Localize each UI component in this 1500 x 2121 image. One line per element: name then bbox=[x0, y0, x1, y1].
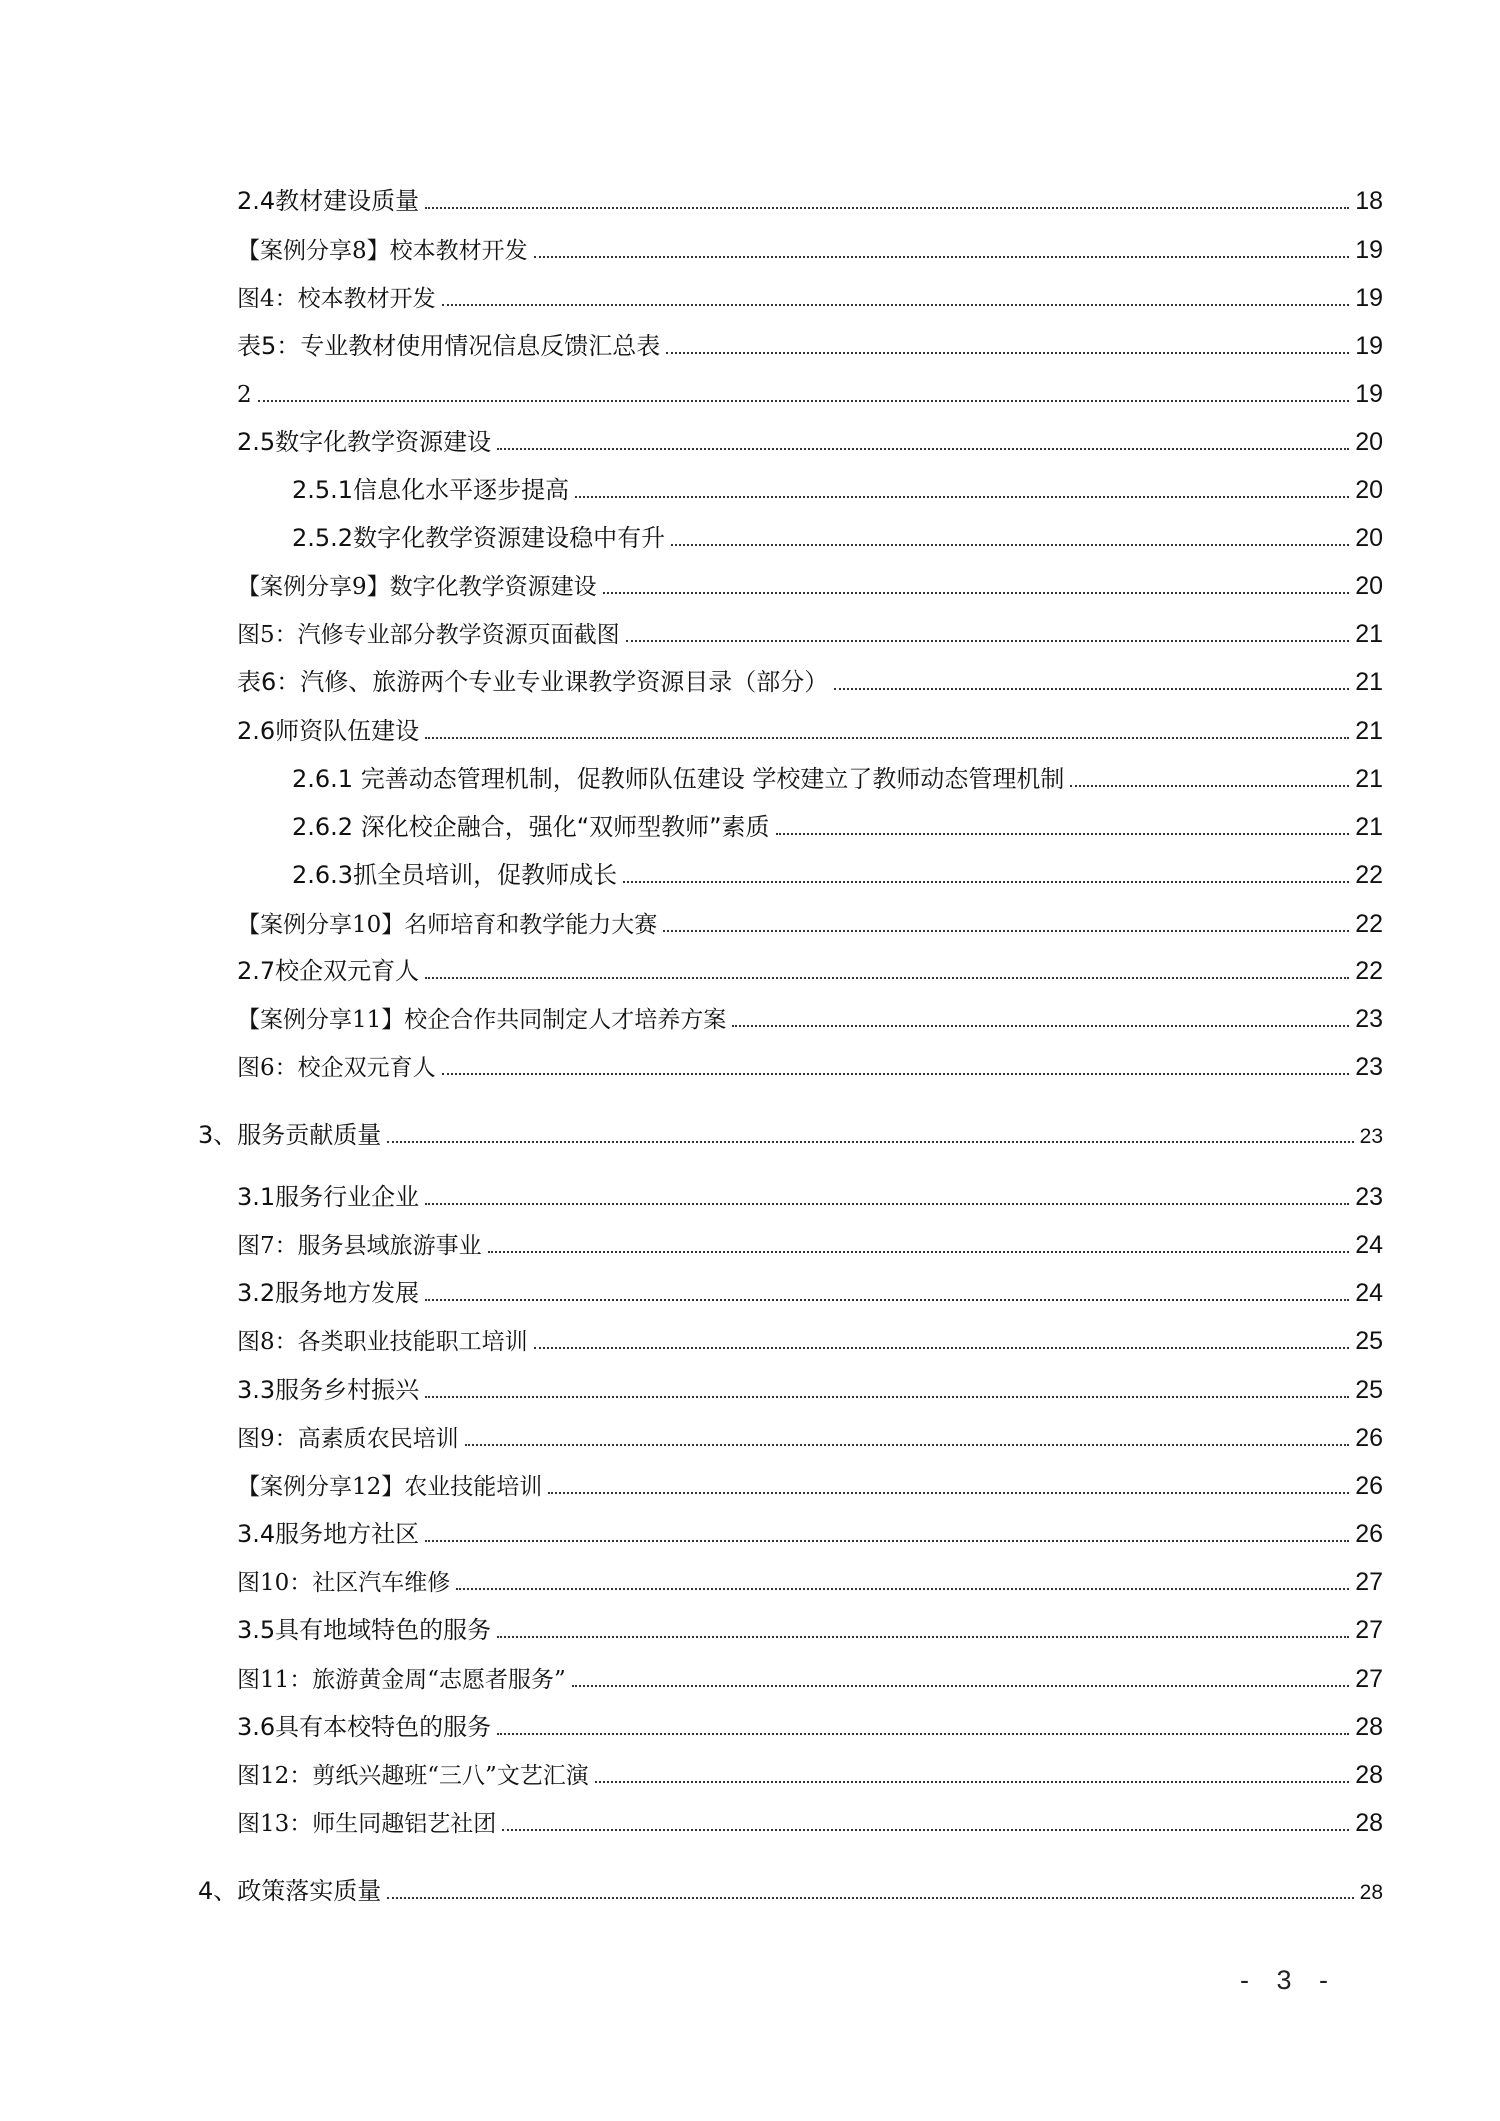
toc-entry[interactable] bbox=[237, 566, 1383, 606]
toc-entry-page: 21 bbox=[1355, 765, 1383, 793]
toc-entry-page: 28 bbox=[1359, 1881, 1383, 1904]
toc-entry-page: 22 bbox=[1355, 861, 1383, 889]
toc-entry-title: 【案例分享11】校企合作共同制定人才培养方案 bbox=[237, 1007, 727, 1033]
toc-entry[interactable] bbox=[237, 1177, 1383, 1217]
dot-leader bbox=[425, 976, 1349, 979]
toc-entry[interactable] bbox=[237, 1370, 1383, 1410]
toc-entry[interactable] bbox=[237, 1755, 1383, 1795]
dot-leader bbox=[603, 591, 1350, 594]
toc-entry-page: 23 bbox=[1355, 1005, 1383, 1033]
toc-entry-page: 20 bbox=[1355, 428, 1383, 456]
toc-entry[interactable] bbox=[237, 1803, 1383, 1843]
toc-entry-page: 21 bbox=[1355, 717, 1383, 745]
toc-entry-page: 24 bbox=[1355, 1231, 1383, 1259]
page-number: - 3 - bbox=[1240, 1965, 1339, 1995]
toc-entry[interactable] bbox=[237, 1514, 1383, 1554]
dot-leader bbox=[497, 1732, 1349, 1735]
toc-entry[interactable] bbox=[198, 1871, 1383, 1911]
dot-leader bbox=[663, 929, 1349, 932]
toc-entry[interactable] bbox=[237, 1321, 1383, 1361]
toc-entry-page: 20 bbox=[1355, 572, 1383, 600]
toc-entry-page: 18 bbox=[1355, 187, 1383, 215]
dot-leader bbox=[595, 1780, 1349, 1783]
toc-entry-page: 21 bbox=[1355, 813, 1383, 841]
toc-entry-title: 3.3服务乡村振兴 bbox=[237, 1376, 420, 1404]
toc-entry-title: 2.6.3抓全员培训，促教师成长 bbox=[292, 861, 618, 889]
toc-entry[interactable] bbox=[237, 1047, 1383, 1087]
toc-entry[interactable] bbox=[237, 422, 1383, 462]
toc-entry[interactable] bbox=[237, 711, 1383, 751]
toc-entry[interactable] bbox=[237, 1225, 1383, 1265]
toc-entry-title: 2.6.1 完善动态管理机制，促教师队伍建设 学校建立了教师动态管理机制 bbox=[292, 765, 1065, 793]
toc-entry[interactable] bbox=[237, 1466, 1383, 1506]
toc-entry-page: 26 bbox=[1355, 1520, 1383, 1548]
toc-entry-page: 28 bbox=[1355, 1761, 1383, 1789]
toc-entry-title: 3.1服务行业企业 bbox=[237, 1183, 420, 1211]
toc-entry[interactable] bbox=[292, 518, 1383, 558]
toc-entry-title: 【案例分享9】数字化教学资源建设 bbox=[237, 574, 597, 600]
dot-leader bbox=[488, 1250, 1350, 1253]
toc-entry[interactable] bbox=[237, 614, 1383, 654]
toc-entry[interactable] bbox=[198, 1115, 1383, 1155]
toc-entry-page: 25 bbox=[1355, 1327, 1383, 1355]
toc-entry-page: 22 bbox=[1355, 957, 1383, 985]
toc-entry[interactable] bbox=[237, 1659, 1383, 1699]
toc-entry-title: 2.6师资队伍建设 bbox=[237, 717, 420, 745]
dot-leader bbox=[671, 543, 1349, 546]
dot-leader bbox=[502, 1828, 1349, 1831]
toc-entry-page: 26 bbox=[1355, 1472, 1383, 1500]
toc-entry-page: 27 bbox=[1355, 1568, 1383, 1596]
toc-entry-page: 25 bbox=[1355, 1376, 1383, 1404]
dot-leader bbox=[425, 1539, 1349, 1542]
toc-entry-title: 表5：专业教材使用情况信息反馈汇总表 bbox=[237, 332, 661, 360]
toc-entry[interactable] bbox=[292, 807, 1383, 847]
dot-leader bbox=[497, 1635, 1349, 1638]
dot-leader bbox=[425, 206, 1349, 209]
toc-entry-title: 3.4服务地方社区 bbox=[237, 1520, 420, 1548]
toc-entry-page: 20 bbox=[1355, 476, 1383, 504]
dot-leader bbox=[534, 255, 1350, 258]
toc-entry[interactable] bbox=[292, 470, 1383, 510]
toc-entry-title: 2.6.2 深化校企融合，强化“双师型教师”素质 bbox=[292, 813, 770, 841]
toc-entry[interactable] bbox=[237, 999, 1383, 1039]
dot-leader bbox=[834, 687, 1349, 690]
toc-entry[interactable] bbox=[237, 1610, 1383, 1650]
toc-entry-page: 23 bbox=[1355, 1053, 1383, 1081]
toc-entry-page: 19 bbox=[1355, 236, 1383, 264]
toc-entry-title: 图11：旅游黄金周“志愿者服务” bbox=[237, 1667, 566, 1693]
toc-entry-page: 21 bbox=[1355, 668, 1383, 696]
toc-entry-title: 图7：服务县域旅游事业 bbox=[237, 1233, 482, 1259]
toc-entry[interactable] bbox=[237, 662, 1383, 702]
dot-leader bbox=[442, 1072, 1350, 1075]
toc-entry-page: 27 bbox=[1355, 1616, 1383, 1644]
dot-leader bbox=[258, 399, 1350, 402]
toc-entry[interactable] bbox=[292, 759, 1383, 799]
toc-entry[interactable] bbox=[292, 855, 1383, 895]
toc-entry-title: 2.5数字化教学资源建设 bbox=[237, 428, 492, 456]
toc-entry-title: 3.6具有本校特色的服务 bbox=[237, 1713, 492, 1741]
dot-leader bbox=[666, 351, 1349, 354]
toc-entry-title: 4、政策落实质量 bbox=[198, 1877, 382, 1905]
toc-entry-title: 2 bbox=[237, 382, 252, 408]
dot-leader bbox=[425, 1298, 1349, 1301]
toc-entry-title: 【案例分享12】农业技能培训 bbox=[237, 1474, 543, 1500]
toc-entry-page: 19 bbox=[1355, 380, 1383, 408]
toc-entry[interactable] bbox=[237, 230, 1383, 270]
toc-entry-page: 20 bbox=[1355, 524, 1383, 552]
toc-entry-page: 27 bbox=[1355, 1665, 1383, 1693]
toc-entry-title: 图13：师生同趣铝艺社团 bbox=[237, 1811, 497, 1837]
toc-entry-title: 2.7校企双元育人 bbox=[237, 957, 420, 985]
toc-entry-page: 19 bbox=[1355, 284, 1383, 312]
toc-entry-title: 图6：校企双元育人 bbox=[237, 1055, 436, 1081]
toc-entry-page: 23 bbox=[1359, 1125, 1383, 1148]
toc-entry-title: 3、服务贡献质量 bbox=[198, 1121, 382, 1149]
dot-leader bbox=[425, 1202, 1349, 1205]
toc-entry-title: 图8：各类职业技能职工培训 bbox=[237, 1329, 528, 1355]
dot-leader bbox=[456, 1587, 1349, 1590]
toc-entry[interactable] bbox=[237, 904, 1383, 944]
toc-entry[interactable] bbox=[237, 374, 1383, 414]
toc-entry-title: 3.2服务地方发展 bbox=[237, 1279, 420, 1307]
dot-leader bbox=[575, 495, 1349, 498]
toc-entry[interactable] bbox=[237, 326, 1383, 366]
dot-leader bbox=[497, 447, 1349, 450]
toc-entry-page: 28 bbox=[1355, 1809, 1383, 1837]
dot-leader bbox=[732, 1024, 1349, 1027]
dot-leader bbox=[776, 832, 1350, 835]
toc-entry[interactable] bbox=[237, 1707, 1383, 1747]
dot-leader bbox=[387, 1896, 1353, 1899]
dot-leader bbox=[623, 880, 1349, 883]
dot-leader bbox=[572, 1684, 1349, 1687]
toc-entry-title: 3.5具有地域特色的服务 bbox=[237, 1616, 492, 1644]
dot-leader bbox=[534, 1346, 1350, 1349]
toc-entry-page: 22 bbox=[1355, 910, 1383, 938]
dot-leader bbox=[425, 1395, 1349, 1398]
dot-leader bbox=[387, 1140, 1353, 1143]
toc-entry-page: 26 bbox=[1355, 1424, 1383, 1452]
toc-entry-title: 2.5.2数字化教学资源建设稳中有升 bbox=[292, 524, 666, 552]
dot-leader bbox=[626, 639, 1350, 642]
dot-leader bbox=[1070, 784, 1349, 787]
toc-entry-title: 图10：社区汽车维修 bbox=[237, 1570, 451, 1596]
toc-entry-title: 图12：剪纸兴趣班“三八”文艺汇演 bbox=[237, 1763, 589, 1789]
toc-entry-page: 23 bbox=[1355, 1183, 1383, 1211]
toc-entry[interactable] bbox=[237, 951, 1383, 991]
toc-entry[interactable] bbox=[237, 181, 1383, 221]
toc-entry-title: 【案例分享8】校本教材开发 bbox=[237, 238, 528, 264]
toc-entry-title: 【案例分享10】名师培育和教学能力大赛 bbox=[237, 912, 658, 938]
toc-entry[interactable] bbox=[237, 1418, 1383, 1458]
dot-leader bbox=[465, 1443, 1350, 1446]
toc-entry-title: 表6：汽修、旅游两个专业专业课教学资源目录（部分） bbox=[237, 668, 829, 696]
toc-entry-title: 2.4教材建设质量 bbox=[237, 187, 420, 215]
toc-entry[interactable] bbox=[237, 278, 1383, 318]
toc-entry-title: 图9：高素质农民培训 bbox=[237, 1426, 459, 1452]
toc-entry-title: 图4：校本教材开发 bbox=[237, 286, 436, 312]
dot-leader bbox=[548, 1491, 1349, 1494]
toc-entry-title: 2.5.1信息化水平逐步提高 bbox=[292, 476, 570, 504]
toc-entry-page: 21 bbox=[1355, 620, 1383, 648]
toc-entry[interactable] bbox=[237, 1562, 1383, 1602]
toc-entry-title: 图5：汽修专业部分教学资源页面截图 bbox=[237, 622, 620, 648]
toc-entry-page: 24 bbox=[1355, 1279, 1383, 1307]
toc-entry-page: 28 bbox=[1355, 1713, 1383, 1741]
toc-entry[interactable] bbox=[237, 1273, 1383, 1313]
dot-leader bbox=[425, 736, 1349, 739]
dot-leader bbox=[442, 303, 1350, 306]
toc-entry-page: 19 bbox=[1355, 332, 1383, 360]
